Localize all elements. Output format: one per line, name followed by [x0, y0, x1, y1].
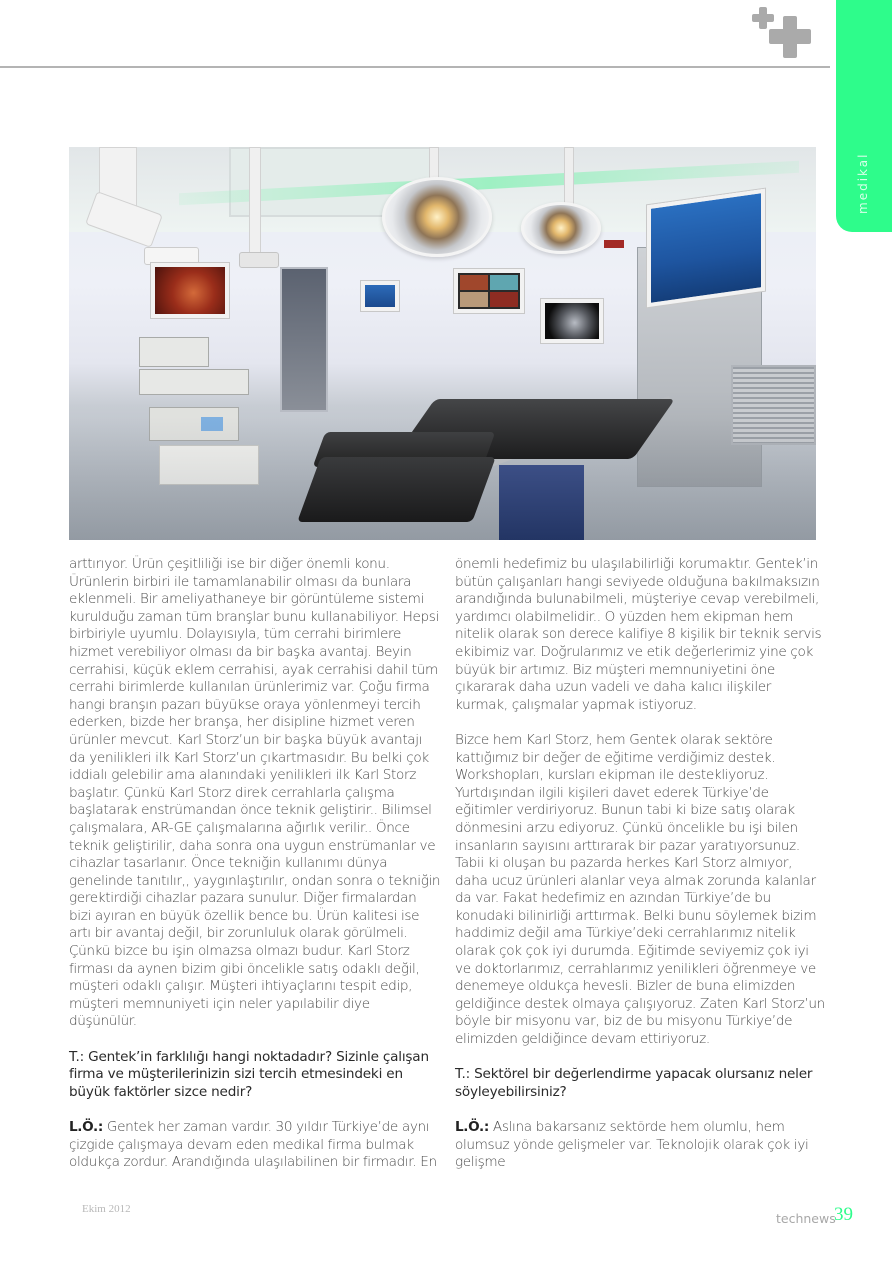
photo-clock-display — [604, 240, 624, 248]
issue-date: Ekim 2012 — [82, 1203, 131, 1215]
paragraph: arttırıyor. Ürün çeşitliliği ise bir diğer önemli konu. Ürünlerin birbiri ile tamamlanabilir olması da bunlara eklenmeli. Bir ameliyathaneye bir görüntüleme sistemi kurulduğu zaman tüm branşlar bunu kullanabiliyor. Hepsi birbiriyle uyumlu. Dolayısıyla, tüm cerrahi birimlere hizmet verebiliyor olması da bir başka avantaj. Beyin cerrahisi, küçük eklem cerrahisi, ayak cerrahisi dahil tüm cerrahi birimlerde kullanılan ürünlerimiz var. Çoğu firma hangi branşın pazarı büyükse oraya yönlenmeyi tercih ederken, bizde her branşa, her disipline hizmet veren ürünler mevcut. Karl Storz’un bir başka büyük avantajı da yenilikleri ilk Karl Storz’un çıkartmasıdır. Bu belki çok iddialı gelebilir ama alanındaki yenilikleri ilk Karl Storz başlatır. Çünkü Karl Storz direk cerrahlarla çalışma başlatarak enstrümandan önce teknik geliştirir.. Bilimsel çalışmalara, AR-GE çalışmalarına ağırlık verilir.. Önce teknik geliştirilir, daha sonra ona uygun enstrümanlar ve cihazlar tasarlanır. Önce tekniğin kullanımı dünya genelinde tanıtılır,, yaygınlaştırılır, ondan sonra o tekniğin gerektirdiği cihazlar pazara sunulur. Diğer firmalardan bizi ayıran en büyük özellik bence bu. Ürün kalitesi ise artı bir avantaj değil, bir zorunluluk olarak görülmeli. Çünkü bizce bu işin olmazsa olmazı budur. Karl Storz firması da aynen bizim gibi öncelikle satış odaklı değil, müşteri odaklı çalışır. Müşteri ihtiyaçlarını tespit edip, müşteri memnuniyeti için neler yapılabilir diye düşünülür. — [69, 556, 441, 1030]
photo-camera-arm — [249, 147, 261, 257]
interview-question: T.: Sektörel bir değerlendirme yapacak olursanız neler söyleyebilirsiniz? — [455, 1066, 813, 1100]
answer-text: Aslına bakarsanız sektörde hem olumlu, hem olumsuz yönde gelişmeler var. Teknolojik olarak çok iyi gelişme — [455, 1119, 809, 1171]
paragraph: Bizce hem Karl Storz, hem Gentek olarak sektöre kattığımız bir değer de eğitime verdiğimiz destek. Workshopları, kursları ekipman ile destekliyoruz. Yurtdışından ilgili kişileri davet ederek Türkiye’de eğitimler verdiriyoruz. Bunun tabi ki bize satış olarak dönmesini arzu ediyoruz. Çünkü öncelikle bu işi bilen insanların sayısını arttırarak bir pazar yaratıyorsunuz. Tabii ki oluşan bu pazarda herkes Karl Storz almıyor, daha ucuz ürünleri alanlar veya almak zorunda kalanlar da var. Fakat hedefimiz en azından Türkiye’de bu konudaki bilinirliği arttırmak. Belki bunu söylemek bizim haddimiz değil ama Türkiye’deki cerrahlarımız nitelik olarak çok çok iyi durumda. Eğitimde seviyemiz çok iyi ve doktorlarımız, cerrahlarımız yenilikleri öğrenmeye ve denemeye oldukça hevesli. Bizler de buna elimizden geldiğince destek olmaya çalışıyoruz. Zaten Karl Storz’un böyle bir misyonu var, biz de bu misyonu Türkiye’de elimizden geldiğince devam ettiriyoruz. — [455, 731, 825, 1048]
paragraph: önemli hedefimiz bu ulaşılabilirliği korumaktır. Gentek’in bütün çalışanları hangi seviyede olduğuna bakılmaksızın arandığında bulunabilmeli, müşteriye cevap verebilmeli, yardımcı olabilmelidir.. O yüzden hem ekipman hem nitelik olarak son derece kalifiye 8 kişilik bir teknik servis ekibimiz var. Doğrularımız ve etik değerlerimiz yine çok büyük bir artımız. Biz müşteri memnuniyetini öne çıkararak daha uzun vadeli ve daha kalıcı ilişkiler kurmak, çalışmalar yapmak istiyoruz. — [455, 556, 822, 713]
photo-endoscopy-monitor — [151, 263, 229, 318]
page-number: 39 — [834, 1204, 853, 1225]
section-tab — [836, 0, 892, 232]
section-label: medikal — [856, 152, 870, 214]
article-column-right — [455, 556, 827, 1172]
operating-room-photo — [69, 147, 816, 540]
article-column-left — [69, 556, 441, 1172]
photo-lamp-arm — [564, 147, 574, 207]
plus-large-icon — [769, 16, 811, 58]
photo-equipment-rack — [280, 267, 328, 412]
photo-surgical-lamp — [521, 202, 601, 254]
photo-touch-panel-monitor — [647, 189, 765, 308]
speaker-initials: L.Ö.: — [455, 1119, 489, 1135]
magazine-name: technews — [776, 1211, 836, 1226]
interview-question: T.: Gentek’in farklılığı hangi noktadadır? Sizinle çalışan firma ve müşterilerinizin sizi tercih etmesindeki en büyük faktörler sizce nedir? — [69, 1048, 429, 1100]
interview-answer — [455, 1119, 827, 1172]
photo-xray-monitor — [541, 299, 603, 343]
answer-text: Gentek her zaman vardır. 30 yıldır Türkiye’de aynı çizgide çalışmaya devam eden medikal firma bulmak oldukça zordur. Arandığında ulaşılabilinen bir firmadır. En — [69, 1119, 437, 1171]
speaker-initials: L.Ö.: — [69, 1119, 103, 1135]
photo-camera — [239, 252, 279, 268]
interview-answer — [69, 1119, 441, 1172]
photo-video-wall-monitor — [454, 269, 524, 313]
photo-surgical-lamp — [382, 177, 492, 257]
header-divider — [0, 66, 830, 68]
photo-table-pad — [297, 457, 496, 522]
photo-table-base — [499, 465, 584, 540]
photo-control-monitor — [361, 281, 399, 311]
